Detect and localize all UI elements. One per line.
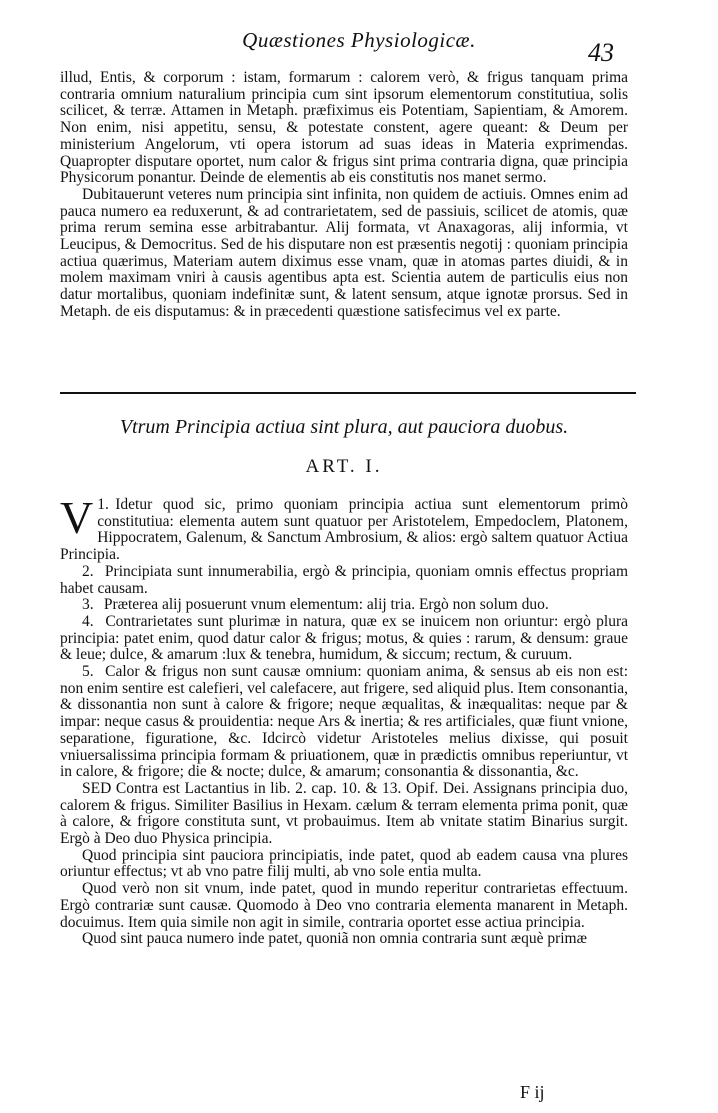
- article-label: ART. I.: [305, 456, 383, 477]
- article-heading: Vtrum Principia actiua sint plura, aut pauciora duobus.: [119, 416, 569, 438]
- item-number: 4.: [82, 612, 94, 630]
- item-number: 1.: [97, 496, 109, 513]
- page-number: 43: [588, 38, 614, 67]
- paragraph-text: Contrarietates sunt plurimæ in natura, quæ ex se inuicem non oriuntur: ergò plura principia: patet enim, quod datur calor & frigus; motus, & quies : rarum, & densum: graue & leue; dulce, & amarum :lux & tenebra, humidum, & siccum; rectum, & curuum.: [60, 612, 629, 664]
- item-number: 5.: [82, 663, 94, 681]
- paragraph: Quod sint pauca numero inde patet, quoniã non omnia contraria sunt æquè primæ: [82, 930, 587, 948]
- drop-cap: V: [60, 492, 94, 543]
- numbered-paragraph: [60, 614, 628, 664]
- numbered-paragraph: [60, 564, 628, 597]
- signature-mark: F ij: [520, 1082, 545, 1102]
- section-divider: [60, 392, 636, 394]
- numbered-paragraph: [60, 597, 628, 614]
- numbered-paragraph: [60, 664, 628, 781]
- paragraph: SED Contra est Lactantius in lib. 2. cap. 10. & 13. Opif. Dei. Assignans principia duo, calorem & frigus. Similiter Basilius in Hexam. cælum & terram elementa prima ponit, quæ à calore, & frigore constituta sunt, vt probauimus. Item ab vnitate statim Binarius surgit. Ergò à Deo duo Physica principia.: [60, 779, 628, 848]
- paragraph-text: Calor & frigus non sunt causæ omnium: quoniam anima, & sensus ab eis non est: non enim sentire est calefieri, vel calefacere, aut frigere, sed aliquid plus. Item consonantia, & dissonantia non sunt à calore & frigore; neque æqualitas, & inæqualitas: neque par & impar: neque casus & prouidentia: neque Ars & inertia; & res artificiales, quæ fiunt vnione, separatione, figuratione, &c. Idcircò videtur Aristoteles melius dixisse, qui posuit vniuersalissima principia formam & priuationem, quæ in prædictis omnibus reperiuntur, vt in calore, & frigore; die & nocte; dulce, & amarum; consonantia & dissonantia, &c.: [60, 663, 628, 781]
- numbered-paragraph: [60, 492, 628, 564]
- paragraph: Quod principia sint pauciora principiatis, inde patet, quod ab eadem causa vna plures oriuntur effectus; vt ab vno patre filij multi, ab vno sole entia multa.: [60, 846, 628, 881]
- paragraph-text: Principiata sunt innumerabilia, ergò & principia, quoniam omnis effectus propriam habet causam.: [60, 562, 628, 597]
- paragraph-text: Præterea alij posuerunt vnum elementum: alij tria. Ergò non solum duo.: [103, 596, 549, 614]
- top-text-block: [60, 70, 628, 321]
- item-number: 2.: [82, 562, 94, 580]
- paragraph-text: Idetur quod sic, primo quoniam principia actiua sunt elementorum primò constitutiua: elementa autem sunt quatuor per Aristotelem, Empedoclem, Platonem, Hippocratem, Galenum, & Sanctum Ambrosium, & alios: ergò saltem quatuor Actiua Principia.: [60, 496, 628, 564]
- running-title: Quæstiones Physiologicæ.: [242, 28, 476, 52]
- paragraph: Dubitauerunt veteres num principia sint infinita, non quidem de actiuis. Omnes enim ad pauca numero ea reduxerunt, & ad contrarietatem, sed de passiuis, scilicet de atomis, quæ prima rerum semina esse arbitrabantur. Alij formata, vt Anaxagoras, alij informia, vt Leucipus, & Democritus. Sed de his disputare non est præsentis negotij : quoniam principia actiua quærimus, Materiam autem diximus esse vnam, quæ in atomas partes diuidi, & in molem maximam vniri à causis agentibus apta est. Scientia autem de particulis eius non datur mortalibus, quoniam indefinitæ sunt, & latent sensum, atque ignotæ prorsus. Sed in Metaph. de eis disputamus: & in præcedenti quæstione satisfecimus vel ex parte.: [60, 185, 628, 320]
- article-text-block: [60, 492, 629, 948]
- item-number: 3.: [82, 596, 94, 614]
- paragraph: Quod verò non sit vnum, inde patet, quod in mundo reperitur contrarietas effectuum. Ergò contrariæ sunt causæ. Quomodo à Deo vno contraria elementa manarent in Metaph. docuimus. Item quia simile non agit in simile, contraria oportet esse actiua principia.: [60, 880, 628, 931]
- paragraph: illud, Entis, & corporum : istam, formarum : calorem verò, & frigus tanquam prima contraria omnium naturalium principia cum sint ipsorum elementorum constitutiua, solis scilicet, & terræ. Attamen in Metaph. præfiximus eis Potentiam, Sapientiam, & Amorem. Non enim, nisi appetitu, sensu, & potestate constent, agere queant: & Deum per ministerium Angelorum, vti opera istorum ad suas ideas in Materia exprimendas. Quapropter disputare oportet, num calor & frigus sint prima contraria digna, quæ principia Physicorum ponantur. Deinde de elementis ab eis constitutis nos manet sermo.: [60, 69, 628, 187]
